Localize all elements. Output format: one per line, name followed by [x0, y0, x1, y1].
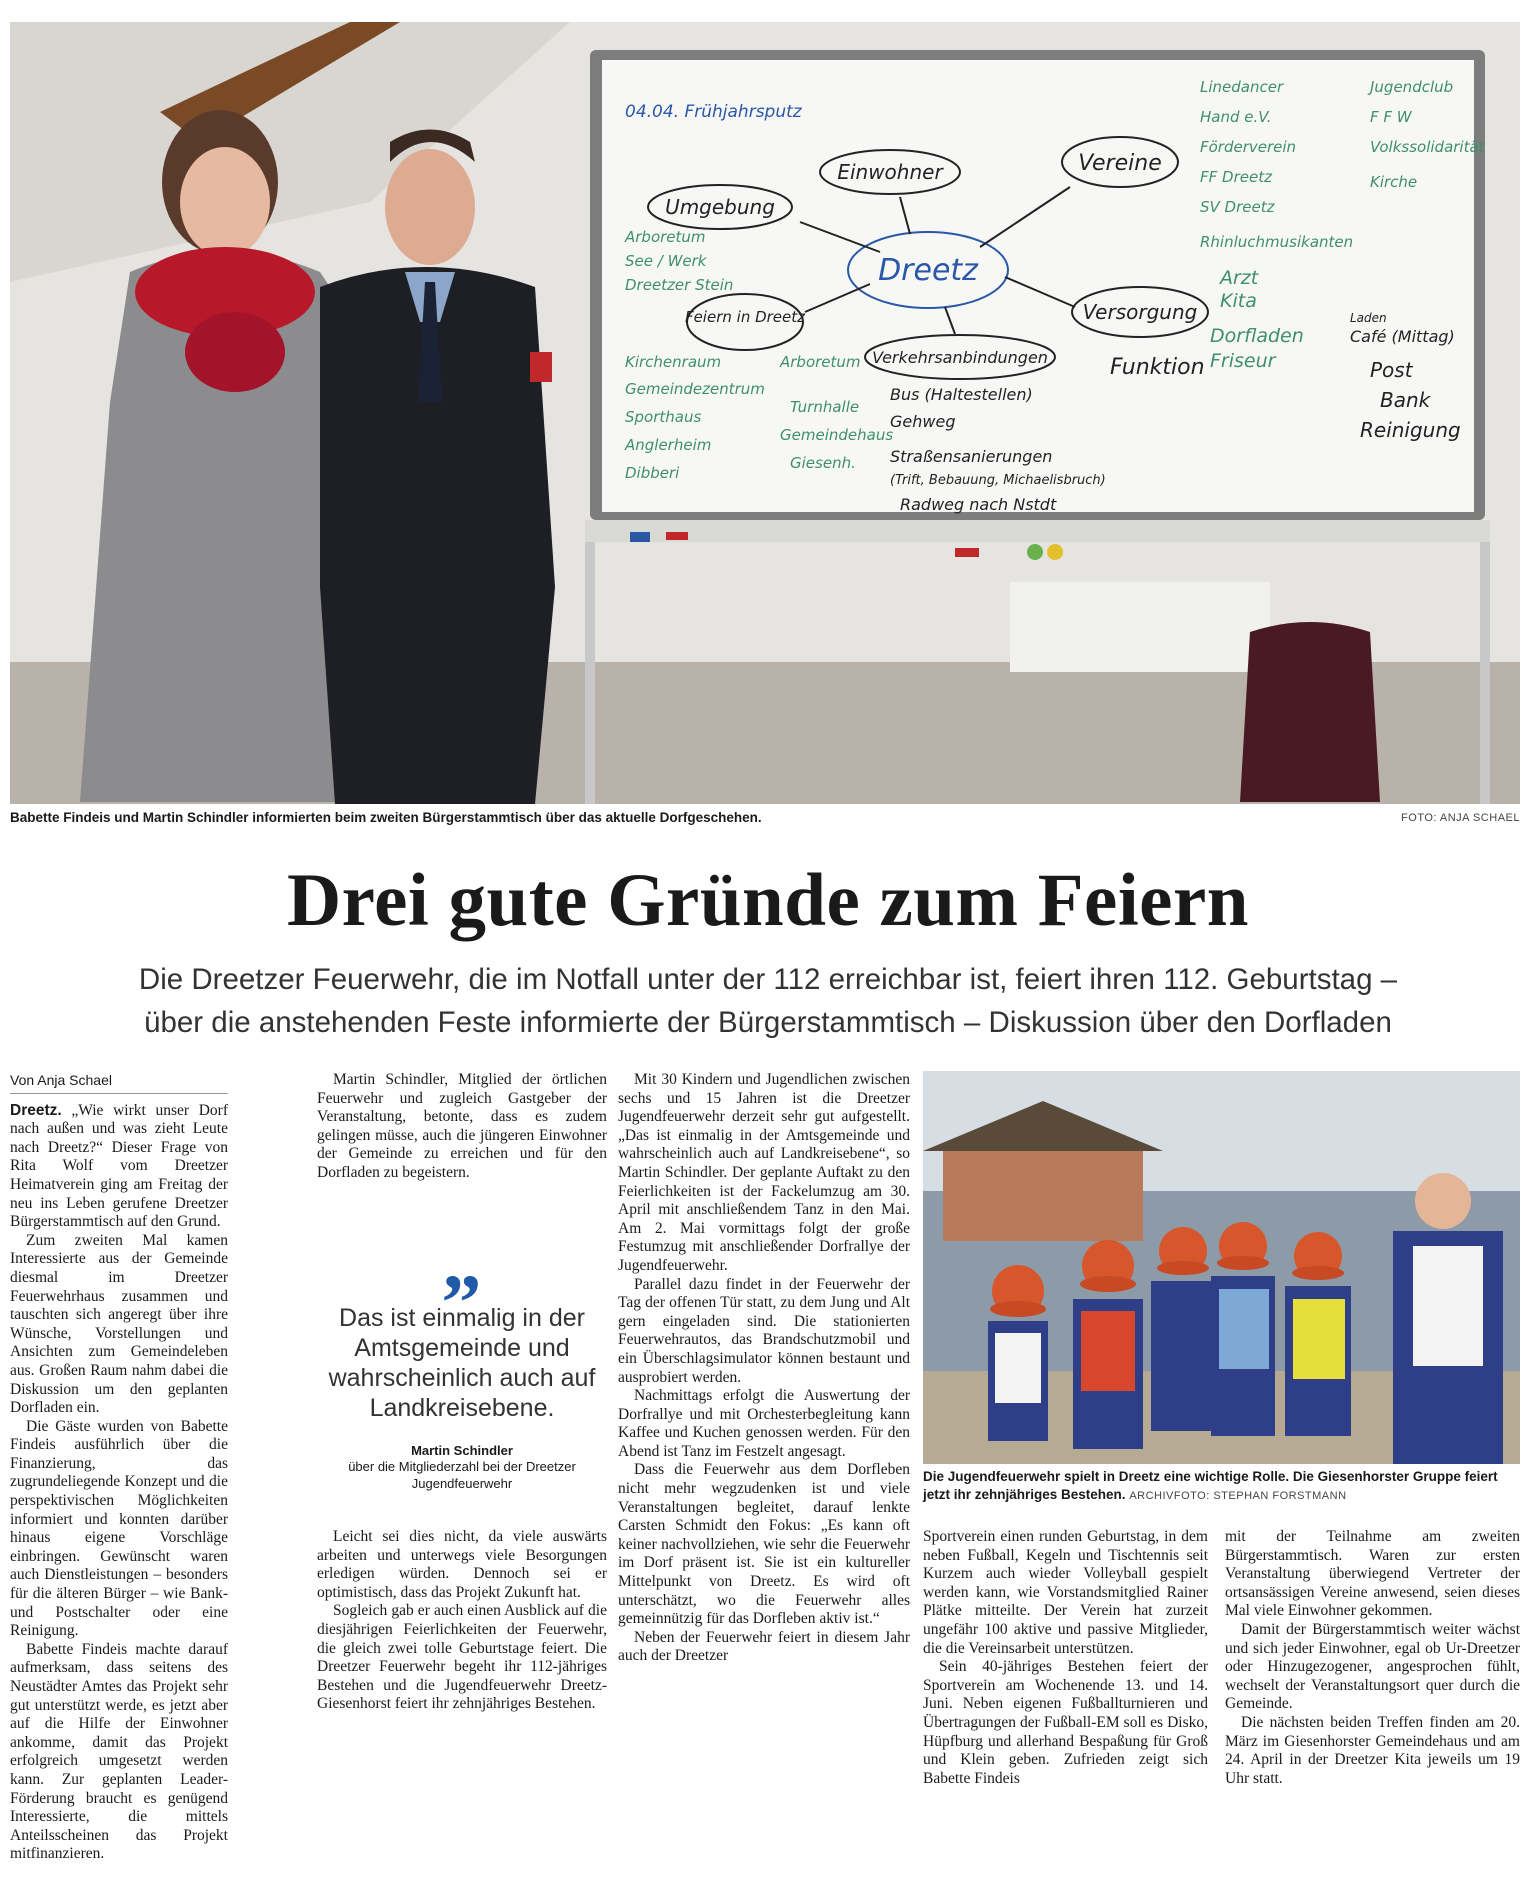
wb-center: Dreetz	[878, 253, 978, 288]
wb-laden-4: Bank	[1380, 388, 1431, 412]
col2-paragraph-3: Sogleich gab er auch einen Ausblick auf die diesjährigen Feierlichkeiten der Feuerwehr, die gleich zwei tolle Geburtstage feiert. Die Dreetzer Feuerwehr begeht ihr 112-jähriges Bestehen und die Jugendfeuerwehr Dreetz-Giesenhorst feiert ihr zehnjähriges Bestehen.	[317, 1602, 607, 1713]
wb-feiern-4: Anglerheim	[625, 436, 712, 454]
col3-paragraph-4: Dass die Feuerwehr aus dem Dorfleben nicht mehr wegzudenken ist und viele Veranstaltungen begleitet, darauf lenkte Carsten Schmidt den Fokus: „Es kann oft keiner nachvollziehen, wie sehr die Feuerwehr im Dorf präsent ist. Sie ist ein kultureller Mittelpunkt von Dreetz. Es wird oft unterschätzt, wo die Feuerwehr alles gemeinnützig für das Dorfleben aktiv ist.“	[618, 1461, 910, 1628]
wb-versorgung-2: Kita	[1220, 290, 1257, 312]
column-4	[923, 1528, 1208, 1788]
wb-date: 04.04. Frühjahrsputz	[625, 102, 802, 122]
wb-feiern2-4: Giesenh.	[790, 454, 856, 472]
col3-paragraph-3: Nachmittags erfolgt die Auswertung der Dorfrallye und mit Orchesterbegleitung kann Kaffee und Kuchen genossen werden. Für den Abend ist Tanz im Festzelt angesagt.	[618, 1387, 910, 1460]
side-photo	[923, 1071, 1520, 1464]
wb-feiern-1: Kirchenraum	[625, 353, 722, 371]
wb-node-vereine: Vereine	[1078, 151, 1162, 176]
col2-paragraph-2: Leicht sei dies nicht, da viele auswärts arbeiten und unterwegs viele Besorgungen erledigen würden. Dennoch sei er optimistisch, dass das Projekt Zukunft hat.	[317, 1528, 607, 1601]
headline: Drei gute Gründe zum Feiern	[287, 859, 1249, 942]
wb-vereine-5: SV Dreetz	[1200, 198, 1275, 216]
col1-paragraph-3: Die Gäste wurden von Babette Findeis ausführlich über die Finanzierung, das zugrundeliegende Konzept und die perspektivischen Möglichkeiten informiert und konnten darüber hinaus eigene Vorschläge einbringen. Gewünscht waren auch Dienstleistungen – besonders für die älteren Bürger – wie Bank- und Postschalter oder eine Reinigung.	[10, 1417, 228, 1640]
wb-vereine-3: Förderverein	[1200, 138, 1297, 156]
wb-verkehr-3: Straßensanierungen	[890, 447, 1053, 466]
pull-quote	[317, 1218, 607, 1492]
column-1	[10, 1071, 228, 1864]
wb-vereine-4: FF Dreetz	[1200, 168, 1272, 186]
wb-vereine2-1: Jugendclub	[1370, 78, 1454, 96]
wb-verkehr-2: Gehweg	[890, 412, 956, 431]
col3-paragraph-2: Parallel dazu findet in der Feuerwehr der Tag der offenen Tür statt, zu dem Jung und Alt gern eingeladen sind. Die stationierten Feuerwehrautos, das Brandschutzmobil und ein Überschlagsimulator können bestaunt und ausprobiert werden.	[618, 1275, 910, 1386]
col4-paragraph-1: Sportverein einen runden Geburtstag, in dem neben Fußball, Kegeln und Tischtennis seit Kurzem auch wieder Volleyball gespielt werden kann, wie Vorstandsmitglied Rainer Plätke mitteilte. Der Verein hat zurzeit ungefähr 100 aktive und passive Mitglieder, die die Vereinsarbeit unterstützen.	[923, 1528, 1208, 1657]
quote-text: Das ist einmalig in der Amtsgemeinde und wahrscheinlich auch auf Landkreisebene.	[328, 1304, 596, 1422]
wb-vereine2-2: F F W	[1370, 108, 1412, 126]
dateline: Dreetz.	[10, 1101, 62, 1119]
column-5	[1225, 1528, 1520, 1788]
wb-node-versorgung: Versorgung	[1082, 300, 1198, 324]
subhead-line-2: über die anstehenden Feste informierte der Bürgerstammtisch – Diskussion über den Dorfladen	[144, 1006, 1392, 1039]
wb-verkehr-5: Radweg nach Nstdt	[900, 495, 1057, 514]
wb-vereine-2: Hand e.V.	[1200, 108, 1272, 126]
wb-umgebung-2: See / Werk	[625, 252, 707, 270]
wb-laden-3: Post	[1370, 358, 1413, 382]
subhead	[40, 958, 1496, 1044]
wb-feiern2-2: Turnhalle	[790, 398, 860, 416]
col2-paragraph-1: Martin Schindler, Mitglied der örtlichen Feuerwehr und zugleich Gastgeber der Veranstaltung, betonte, dass es zudem gelingen müsse, auch die jüngeren Einwohner der Gemeinde zu erreichen und für den Dorfladen zu begeistern.	[317, 1071, 607, 1181]
wb-versorgung-4: Friseur	[1210, 350, 1276, 372]
quote-author: Martin Schindler	[411, 1443, 513, 1458]
side-photo-caption: Die Jugendfeuerwehr spielt in Dreetz eine wichtige Rolle. Die Giesenhorster Gruppe feiert jetzt ihr zehnjähriges Bestehen.	[923, 1469, 1498, 1502]
side-photo-credit: ARCHIVFOTO: STEPHAN FORSTMANN	[1129, 1490, 1347, 1502]
col3-paragraph-1: Mit 30 Kindern und Jugendlichen zwischen sechs und 15 Jahren ist die Dreetzer Jugendfeuerwehr derzeit sehr gut aufgestellt. „Das ist einmalig in der Amtsgemeinde und wahrscheinlich auch auf Landkreisebene“, so Martin Schindler. Der geplante Auftakt zu den Feierlichkeiten ist der Fackelumzug am 30. April mit anschließendem Tanz in den Mai. Am 2. Mai vormittags folgt der große Festumzug mit anschließender Dorfrallye der Jugendfeuerwehr.	[618, 1071, 910, 1274]
quote-author-role: über die Mitgliederzahl bei der Dreetzer Jugendfeuerwehr	[348, 1459, 576, 1491]
col5-paragraph-1: mit der Teilnahme am zweiten Bürgerstammtisch. Waren zur ersten Veranstaltung überwiegend Vertreter der ortsansässigen Vereine anwesend, seien dieses Mal viele Einwohner gekommen.	[1225, 1528, 1520, 1620]
wb-vereine2-4: Kirche	[1370, 173, 1418, 191]
wb-feiern2-3: Gemeindehaus	[780, 426, 894, 444]
wb-laden-5: Reinigung	[1360, 418, 1461, 442]
quote-mark-icon: „	[442, 1218, 482, 1306]
col5-paragraph-3: Die nächsten beiden Treffen finden am 20. März im Giesenhorster Gemeindehaus und am 24. April in der Dreetzer Kita jeweils um 19 Uhr statt.	[1225, 1713, 1520, 1787]
wb-verkehr-1: Bus (Haltestellen)	[890, 385, 1033, 404]
wb-versorgung-3: Dorfladen	[1210, 325, 1304, 347]
wb-feiern2-1: Arboretum	[780, 353, 861, 371]
col1-paragraph-4: Babette Findeis machte darauf aufmerksam, dass seitens des Neustädter Amtes das Projekt sehr gut unterstützt werde, es jetzt aber auf die Hilfe der Einwohner ankomme, damit das Projekt erfolgreich umgesetzt werden kann. Zur geplanten Leader-Förderung braucht es genügend Interessierte, die mittels Anteilsscheinen das Projekt mitfinanzieren.	[10, 1640, 228, 1863]
wb-vereine2-3: Volkssolidarität	[1370, 138, 1485, 156]
col3-paragraph-5: Neben der Feuerwehr feiert in diesem Jahr auch der Dreetzer	[618, 1628, 910, 1665]
wb-feiern-5: Dibberi	[625, 464, 680, 482]
top-photo-credit: FOTO: ANJA SCHAEL	[1401, 812, 1520, 824]
col1-paragraph-1: Dreetz. „Wie wirkt unser Dorf nach außen und was zieht Leute nach Dreetz?“ Dieser Frage von Rita Wolf vom Dreetzer Heimatverein ging am Freitag der neu ins Leben gerufene Dreetzer Bürgerstammtisch auf den Grund.	[10, 1101, 228, 1231]
top-photo-caption: Babette Findeis und Martin Schindler informierten beim zweiten Bürgerstammtisch über das aktuelle Dorfgeschehen.	[10, 810, 762, 825]
wb-node-funktion: Funktion	[1110, 355, 1205, 380]
byline: Von Anja Schael	[10, 1071, 228, 1094]
top-photo	[10, 22, 1520, 804]
col5-paragraph-2: Damit der Bürgerstammtisch weiter wächst und sich jeder Einwohner, egal ob Ur-Dreetzer oder Hinzugezogener, angesprochen fühlt, wechselt der Veranstaltungsort quer durch die Gemeinde.	[1225, 1620, 1520, 1713]
wb-feiern-3: Sporthaus	[625, 408, 702, 426]
wb-vereine-6: Rhinluchmusikanten	[1200, 233, 1354, 251]
column-3	[618, 1071, 910, 1666]
col1-paragraph-2: Zum zweiten Mal kamen Interessierte aus der Gemeinde diesmal im Dreetzer Feuerwehrhaus zusammen und tauschten sich angeregt über ihre Wünsche, Vorstellungen und Ansichten zum Gemeindeleben aus. Großen Raum nahm dabei die Diskussion um den geplanten Dorfladen ein.	[10, 1231, 228, 1417]
wb-laden-2: Café (Mittag)	[1350, 327, 1455, 346]
wb-feiern-2: Gemeindezentrum	[625, 380, 765, 398]
wb-umgebung-3: Dreetzer Stein	[625, 276, 734, 294]
wb-node-umgebung: Umgebung	[665, 195, 775, 219]
col4-paragraph-2: Sein 40-jähriges Bestehen feiert der Sportverein am Wochenende 13. und 14. Juni. Neben eigenen Fußballturnieren und Übertragungen der Fußball-EM soll es Disko, Hüpfburg und allerhand Bespaßung für Groß und Klein geben. Zufrieden zeigt sich Babette Findeis	[923, 1658, 1208, 1787]
wb-node-feiern: Feiern in Dreetz	[684, 308, 806, 326]
wb-versorgung-1: Arzt	[1220, 267, 1259, 289]
column-2-bottom	[317, 1528, 607, 1714]
subhead-line-1: Die Dreetzer Feuerwehr, die im Notfall unter der 112 erreichbar ist, feiert ihren 112. Geburtstag –	[138, 963, 1398, 996]
wb-verkehr-4: (Trift, Bebauung, Michaelisbruch)	[890, 473, 1106, 488]
wb-node-einwohner: Einwohner	[837, 160, 943, 184]
wb-node-verkehr: Verkehrsanbindungen	[872, 348, 1048, 367]
side-photo-caption-block	[923, 1468, 1520, 1505]
wb-vereine-1: Linedancer	[1200, 78, 1284, 96]
column-2	[317, 1071, 607, 1183]
chair	[1240, 622, 1380, 802]
wb-laden-1: Laden	[1350, 311, 1387, 325]
wb-umgebung-1: Arboretum	[625, 228, 706, 246]
